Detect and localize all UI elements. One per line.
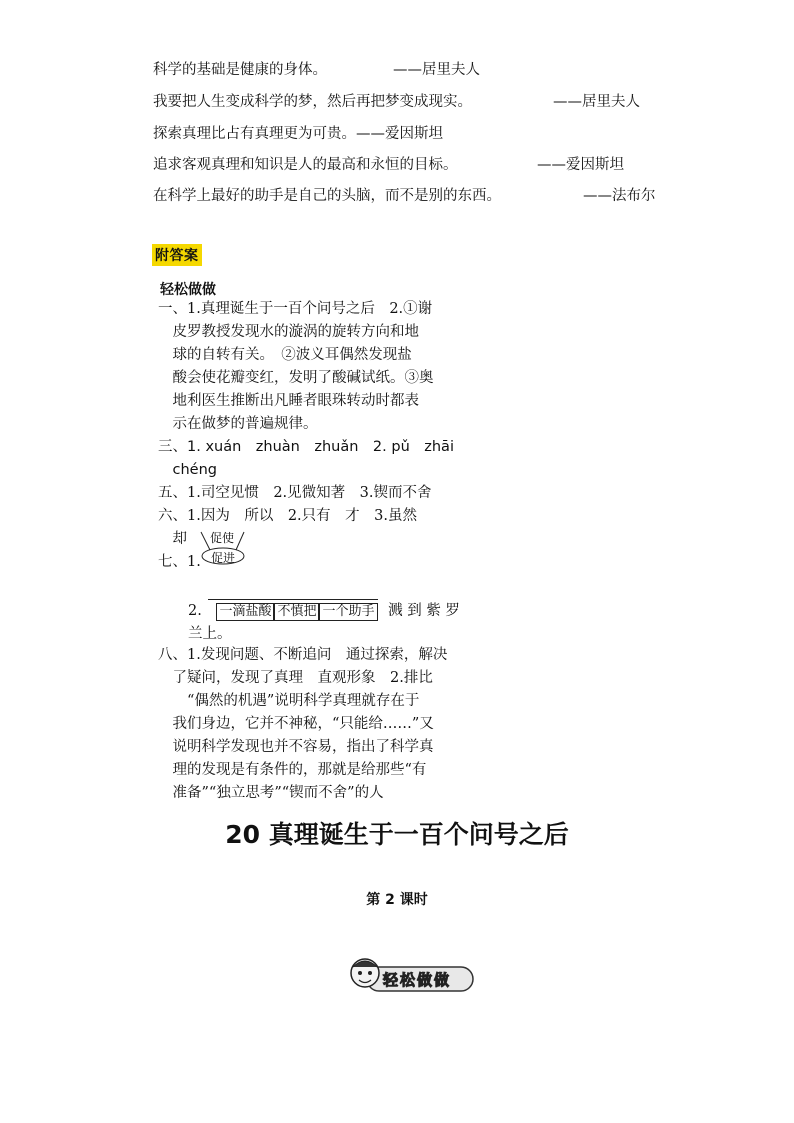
answer-line: 了疑问，发现了真理 直观形象 2.排比 <box>158 670 433 686</box>
quote-author: ——爱因斯坦 <box>537 157 624 173</box>
quote-3 <box>153 122 443 143</box>
answer-line: 我们身边，它并不神秘，“只能给……”又 <box>158 716 434 732</box>
answer-line: 球的自转有关。 ②波义耳偶然发现盐 <box>158 347 412 363</box>
quote-1 <box>153 58 673 79</box>
answer-line: 示在做梦的普遍规律。 <box>158 416 318 432</box>
easy-practice-logo <box>347 955 477 995</box>
quote-2 <box>153 90 693 111</box>
q7-line-left <box>201 532 210 550</box>
answer-line: “偶然的机遇”说明科学真理就存在于 <box>158 693 420 709</box>
answer-line: 一、1.真理诞生于一百个问号之后 2.①谢 <box>158 301 433 317</box>
quote-5 <box>153 184 693 205</box>
quote-text: 追求客观真理和知识是人的最高和永恒的目标。 <box>153 157 458 173</box>
answer-block-8 <box>158 644 447 805</box>
q7-top-word: 促使 <box>210 531 235 545</box>
answer-box: 一滴盐酸 <box>216 603 274 621</box>
q7-label: 七、1. <box>158 554 201 570</box>
quote-text: 科学的基础是健康的身体。 <box>153 62 327 78</box>
answer-line: 三、1. xuán zhuàn zhuǎn 2. pǔ zhāi <box>158 439 454 455</box>
lesson-title: 20 真理诞生于一百个问号之后 <box>225 820 569 849</box>
q7-2-tail: 溅 到 紫 罗 <box>388 603 460 619</box>
section-title: 轻松做做 <box>160 282 216 298</box>
answer-line: 说明科学发现也并不容易，指出了科学真 <box>158 739 434 755</box>
quote-4 <box>153 153 673 174</box>
lesson-period: 第 2 课时 <box>366 892 428 908</box>
answer-line: 地利医生推断出凡睡者眼珠转动时都表 <box>158 393 419 409</box>
answer-line: 准备”“独立思考”“锲而不舍”的人 <box>158 785 384 801</box>
answer-line: 五、1.司空见惯 2.见微知著 3.锲而不舍 <box>158 485 432 501</box>
answer-line: 酸会使花瓣变红，发明了酸碱试纸。③奥 <box>158 370 434 386</box>
quote-text: 在科学上最好的助手是自己的头脑，而不是别的东西。 <box>153 188 501 204</box>
answers-badge: 附答案 <box>152 244 202 266</box>
q7-2-cont: 兰上。 <box>188 626 232 642</box>
answer-line: chéng <box>158 462 217 478</box>
quote-author: ——爱因斯坦 <box>356 126 443 142</box>
q7-line-right <box>236 532 244 550</box>
q7-2-label: 2. <box>188 603 202 619</box>
quote-author: ——居里夫人 <box>393 62 480 78</box>
answer-line: 理的发现是有条件的，那就是给那些“有 <box>158 762 427 778</box>
answer-line: 八、1.发现问题、不断追问 通过探索，解决 <box>158 647 448 663</box>
quote-text: 探索真理比占有真理更为可贵。 <box>153 126 356 142</box>
answer-box: 不慎把 <box>274 603 319 621</box>
logo-text: 轻松做做 <box>383 971 452 989</box>
answer-line: 皮罗教授发现水的漩涡的旋转方向和地 <box>158 324 419 340</box>
answer-line: 六、1.因为 所以 2.只有 才 3.虽然 <box>158 508 418 524</box>
quote-author: ——法布尔 <box>583 188 656 204</box>
q7-bottom-word: 促进 <box>211 551 236 565</box>
quote-author: ——居里夫人 <box>553 94 640 110</box>
quote-text: 我要把人生变成科学的梦，然后再把梦变成现实。 <box>153 94 472 110</box>
answer-box: 一个助手 <box>319 603 377 621</box>
answer-line: 却 <box>158 531 187 547</box>
answer-block-1 <box>158 298 454 551</box>
q7-2-line <box>188 599 460 623</box>
